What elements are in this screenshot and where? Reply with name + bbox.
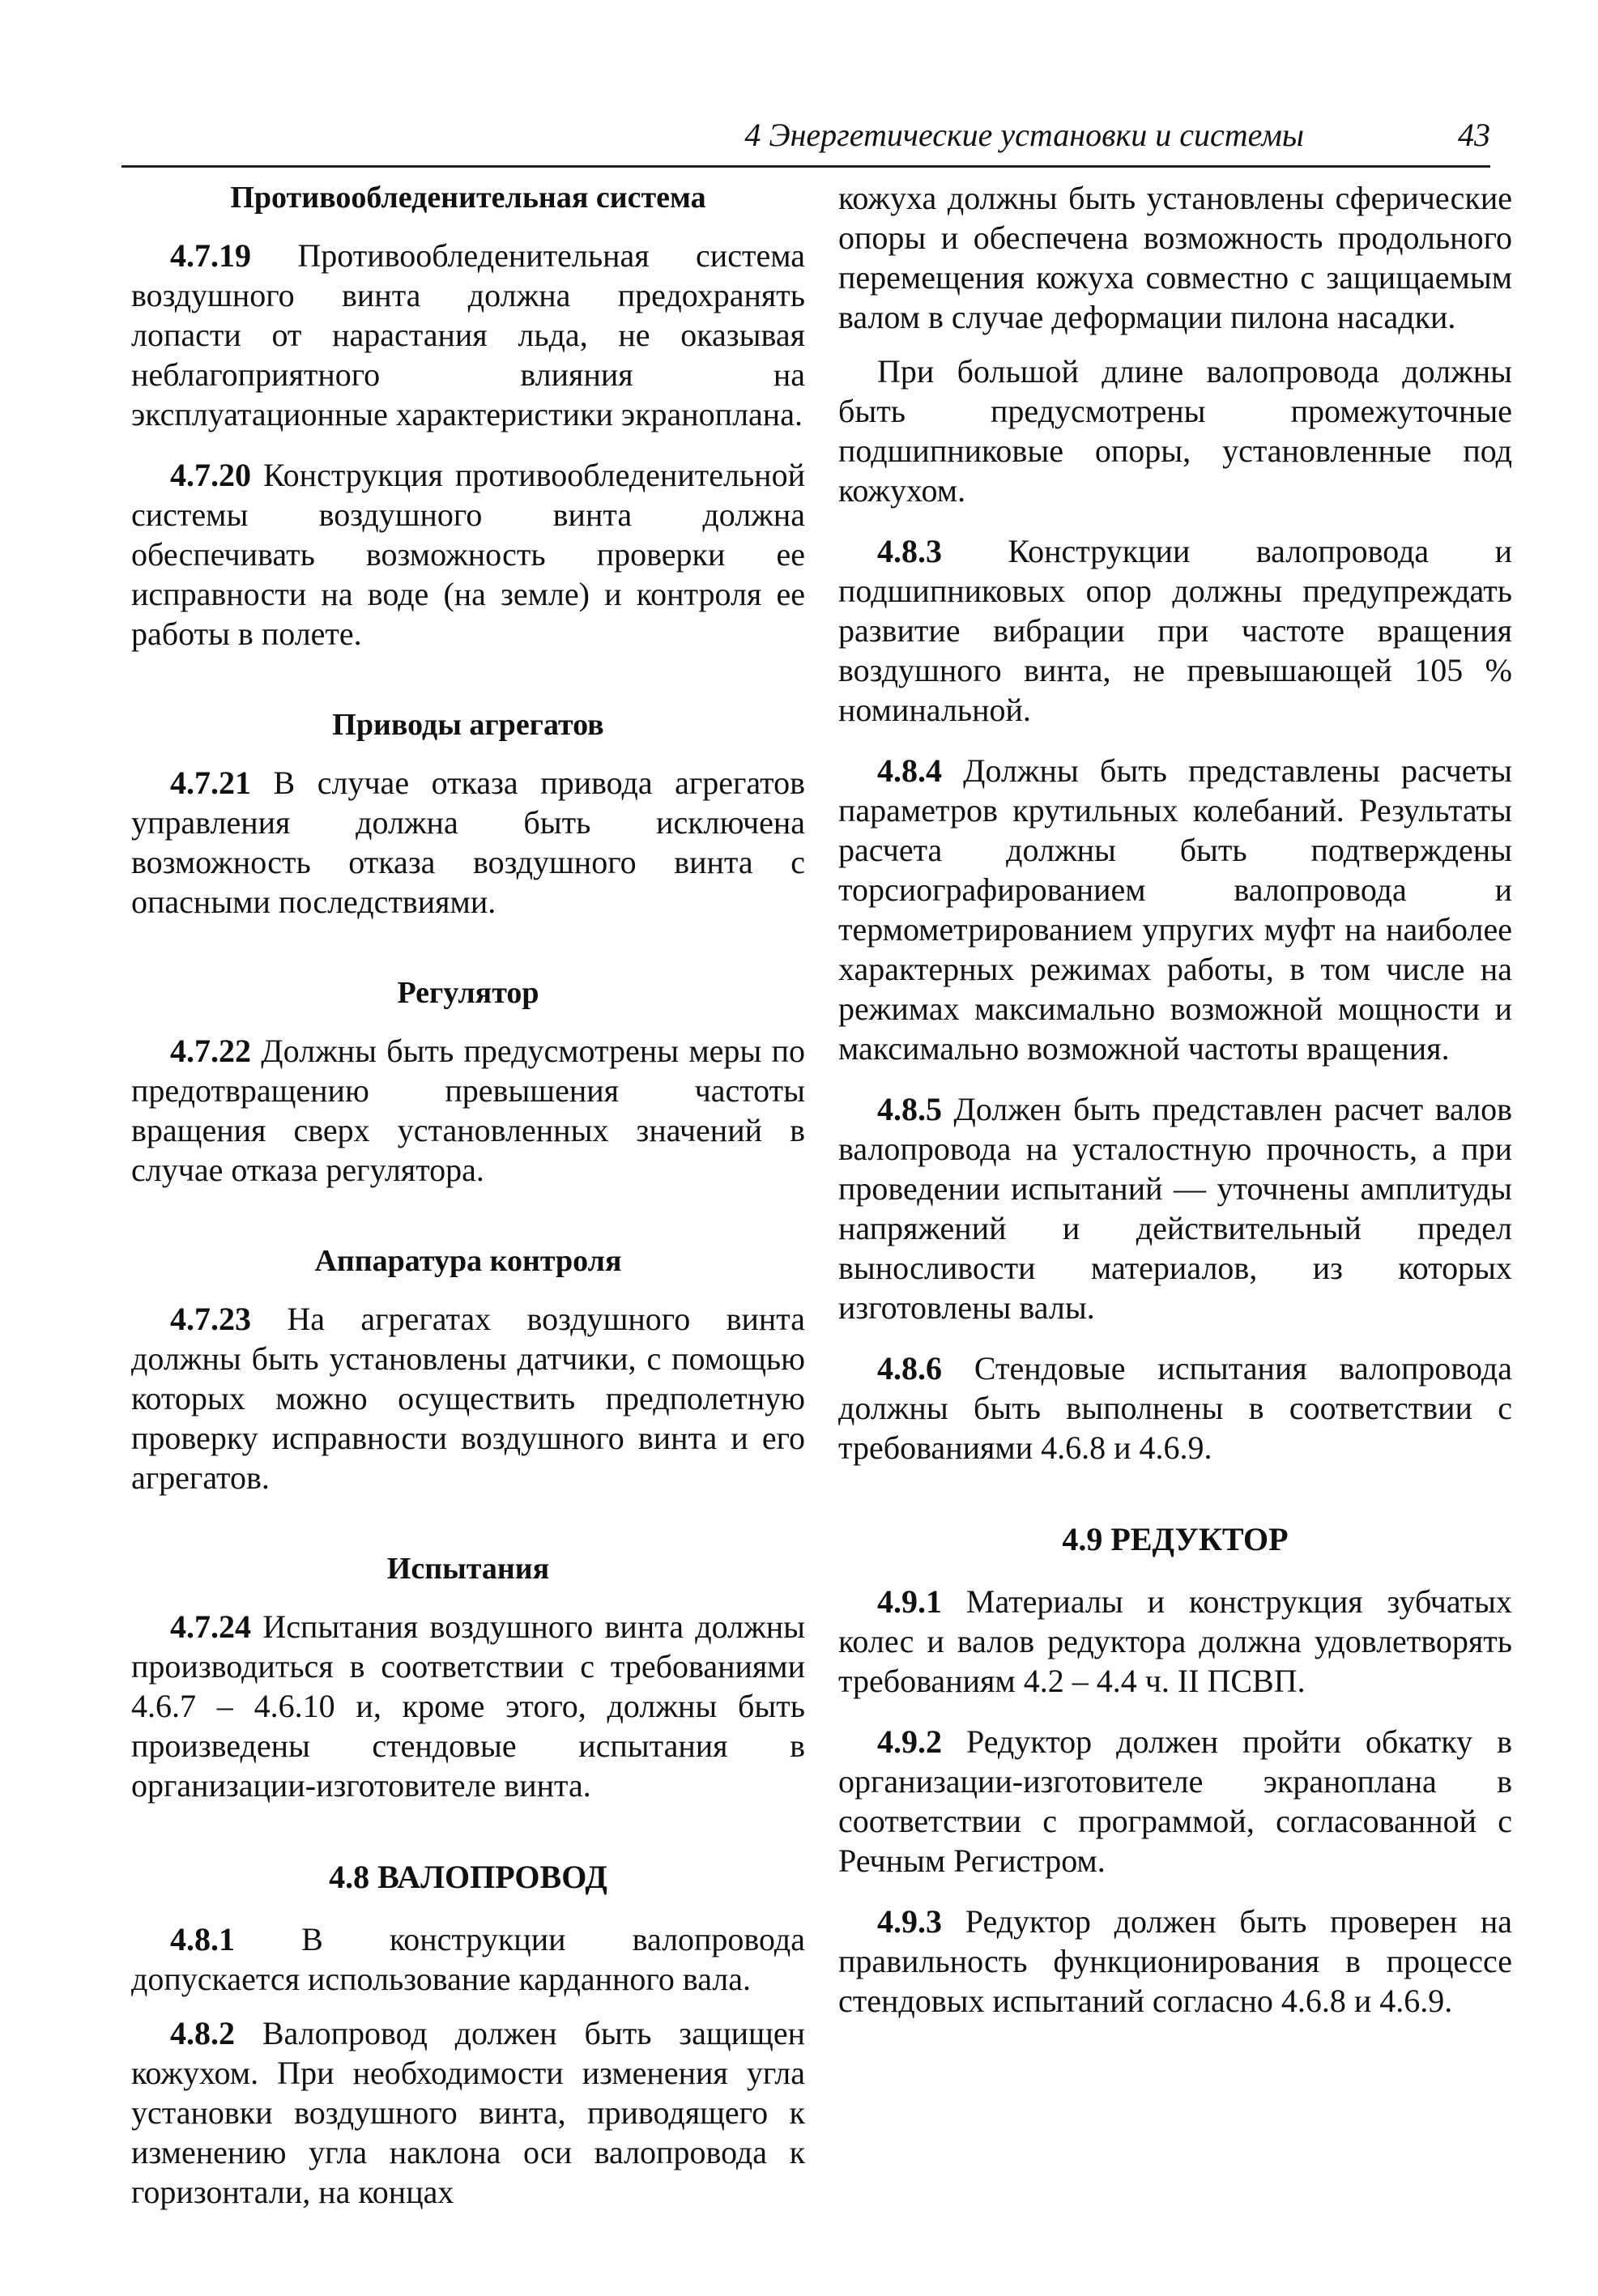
clause-number: 4.9.2 bbox=[877, 1723, 942, 1760]
clause-number: 4.7.19 bbox=[170, 237, 251, 274]
clause-text: Редуктор должен быть проверен на правильность функционирования в процессе стендовых испытаний согласно 4.6.8 и 4.6.9. bbox=[838, 1903, 1512, 2019]
subheading-anti-icing: Противообледенительная система bbox=[230, 181, 706, 215]
clause-number: 4.8.2 bbox=[170, 2015, 235, 2051]
clause-number: 4.8.3 bbox=[877, 533, 942, 569]
clause-text: Должны быть предусмотрены меры по предотвращению превышения частоты вращения сверх установленных значений в случае отказа регулятора. bbox=[131, 1033, 805, 1188]
clause-number: 4.7.21 bbox=[170, 765, 251, 801]
clause-text: В конструкции валопровода допускается использование карданного вала. bbox=[131, 1921, 805, 1997]
clause-text: Валопровод должен быть защищен кожухом. При необходимости изменения угла установки воздушного винта, приводящего к изменению угла наклона оси валопровода к горизонтали, на концах bbox=[131, 2015, 805, 2210]
clause-4-7-23 bbox=[131, 1299, 805, 1497]
clause-4-7-21 bbox=[131, 763, 805, 922]
clause-4-7-20 bbox=[131, 455, 805, 654]
clause-4-8-4 bbox=[838, 751, 1512, 1068]
clause-text: Редуктор должен пройти обкатку в организации-изготовителе экраноплана в соответствии с программой, согласованной с Речным Регистром. bbox=[838, 1723, 1512, 1879]
clause-text: Испытания воздушного винта должны производиться в соответствии с требованиями 4.6.7 – 4.6.10 и, кроме этого, должны быть произведены стендовые испытания в организации-изготовителе винта. bbox=[131, 1608, 805, 1804]
clause-number: 4.7.23 bbox=[170, 1301, 251, 1337]
clause-4-8-3 bbox=[838, 531, 1512, 730]
running-title: 4 Энергетические установки и системы bbox=[744, 117, 1304, 153]
clause-4-7-19 bbox=[131, 236, 805, 434]
clause-text: В случае отказа привода агрегатов управления должна быть исключена возможность отказа воздушного винта с опасными последствиями. bbox=[131, 765, 805, 920]
clause-4-9-1 bbox=[838, 1582, 1512, 1701]
page-number: 43 bbox=[1458, 117, 1490, 153]
subheading-instruments: Аппаратура контроля bbox=[314, 1244, 622, 1278]
clause-number: 4.9.1 bbox=[877, 1583, 942, 1620]
clause-text: Противообледенительная система воздушного винта должна предохранять лопасти от нарастания льда, не оказывая неблагоприятного влияния на эксплуатационные характеристики экраноплана. bbox=[131, 237, 805, 432]
running-header bbox=[121, 113, 1490, 168]
clause-number: 4.8.6 bbox=[877, 1350, 942, 1387]
clause-4-8-2 bbox=[131, 2013, 805, 2212]
clause-number: 4.8.1 bbox=[170, 1921, 235, 1957]
clause-text: Конструкция противообледенительной системы воздушного винта должна обеспечивать возможность проверки ее исправности на воде (на земле) и контроля ее работы в полете. bbox=[131, 457, 805, 652]
clause-text: На агрегатах воздушного винта должны быть установлены датчики, с помощью которых можно осуществить предполетную проверку исправности воздушного винта и его агрегатов. bbox=[131, 1301, 805, 1496]
left-column bbox=[131, 178, 805, 2233]
section-heading-shafting: 4.8 ВАЛОПРОВОД bbox=[329, 1859, 607, 1895]
clause-4-8-2-continued: кожуха должны быть установлены сферические опоры и обеспечена возможность продольного перемещения кожуха совместно с защищаемым валом в случае деформации пилона насадки. bbox=[838, 180, 1512, 335]
clause-text: Материалы и конструкция зубчатых колес и валов редуктора должна удовлетворять требованиям 4.2 – 4.4 ч. II ПСВП. bbox=[838, 1583, 1512, 1699]
clause-4-9-3 bbox=[838, 1902, 1512, 2021]
right-column bbox=[838, 178, 1512, 2042]
clause-text: Должны быть представлены расчеты параметров крутильных колебаний. Результаты расчета должны быть подтверждены торсиографированием валопровода и термометрированием упругих муфт на наиболее характерных режимах работы, в том числе на режимах максимально возможной мощности и максимально возможной частоты вращения. bbox=[838, 752, 1512, 1067]
clause-4-8-6 bbox=[838, 1348, 1512, 1467]
subheading-governor: Регулятор bbox=[397, 976, 539, 1010]
clause-4-9-2 bbox=[838, 1722, 1512, 1881]
clause-text: Конструкции валопровода и подшипниковых опор должны предупреждать развитие вибрации при частоте вращения воздушного винта, не превышающей 105 % номинальной. bbox=[838, 533, 1512, 728]
clause-4-7-24 bbox=[131, 1607, 805, 1805]
clause-4-8-5 bbox=[838, 1089, 1512, 1327]
clause-number: 4.7.20 bbox=[170, 457, 251, 493]
section-heading-gearbox: 4.9 РЕДУКТОР bbox=[1062, 1521, 1289, 1557]
clause-number: 4.9.3 bbox=[877, 1903, 942, 1940]
clause-number: 4.8.4 bbox=[877, 752, 942, 789]
clause-number: 4.7.24 bbox=[170, 1608, 251, 1645]
clause-4-8-2-paragraph: При большой длине валопровода должны быть предусмотрены промежуточные подшипниковые опоры, установленные под кожухом. bbox=[838, 353, 1512, 509]
clause-4-7-22 bbox=[131, 1031, 805, 1190]
clause-4-8-1 bbox=[131, 1919, 805, 1999]
clause-text: Должен быть представлен расчет валов валопровода на усталостную прочность, а при проведении испытаний — уточнены амплитуды напряжений и действительный предел выносливости материалов, из которых изготовлены валы. bbox=[838, 1091, 1512, 1326]
clause-number: 4.7.22 bbox=[170, 1033, 251, 1069]
subheading-drives: Приводы агрегатов bbox=[332, 708, 604, 742]
clause-text: Стендовые испытания валопровода должны быть выполнены в соответствии с требованиями 4.6.8 и 4.6.9. bbox=[838, 1350, 1512, 1466]
clause-number: 4.8.5 bbox=[877, 1091, 942, 1127]
subheading-tests: Испытания bbox=[386, 1552, 550, 1586]
